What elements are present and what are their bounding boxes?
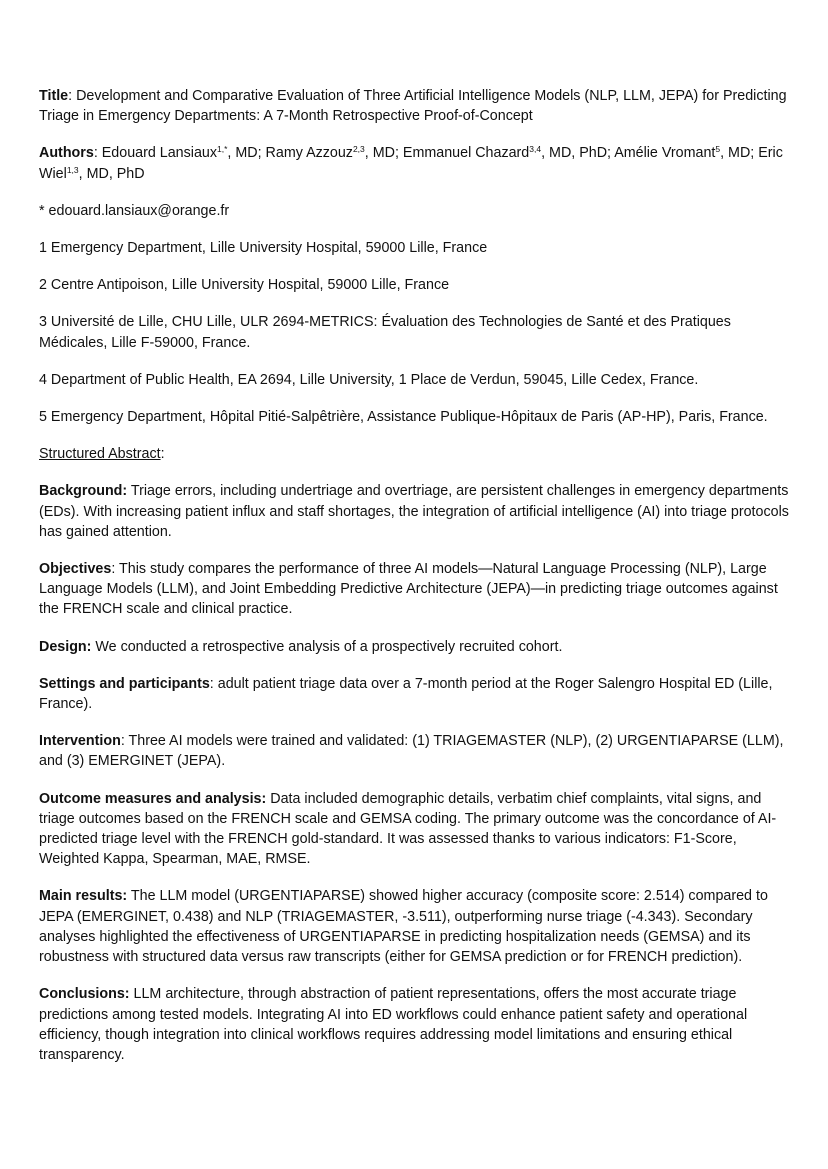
section-text: : adult patient triage data over a 7-month period at the Roger Salengro Hospital ED (Lille, France). xyxy=(39,675,773,713)
abstract-heading-text: Structured Abstract xyxy=(39,446,161,463)
section-text: : This study compares the performance of three AI models—Natural Language Processing (NLP), Large Language Models (LLM), and Joint Embedding Predictive Architecture (JEPA)—in predicting triage outcomes against the FRENCH scale and clinical practice. xyxy=(39,561,778,618)
section-label: Background: xyxy=(39,483,128,500)
paper-page xyxy=(39,86,791,1082)
section-text: The LLM model (URGENTIAPARSE) showed higher accuracy (composite score: 2.514) compared to JEPA (EMERGINET, 0.438) and NLP (TRIAGEMASTER, -3.511), outperforming nurse triage (-4.343). Secondary analyses highlighted the effectiveness of URGENTIAPARSE in predicting hospitalization needs (GEMSA) and its robustness with structured data versus raw transcripts (either for GEMSA prediction or for FRENCH prediction). xyxy=(39,888,768,966)
author-4-name: Amélie Vromant xyxy=(614,145,716,162)
section-label: Intervention xyxy=(39,733,121,750)
title-label: Title xyxy=(39,88,69,104)
author-2-affiliation: 2,3 xyxy=(352,144,365,155)
author-5-degree: , MD, PhD xyxy=(78,165,145,182)
abstract-objectives xyxy=(39,559,791,620)
abstract-heading-colon: : xyxy=(160,446,165,463)
abstract-conclusions xyxy=(39,984,791,1065)
section-label: Outcome measures and analysis: xyxy=(39,790,267,807)
author-3-affiliation: 3,4 xyxy=(529,144,542,155)
author-4-degree: , MD; xyxy=(720,145,759,162)
author-2-name: Ramy Azzouz xyxy=(265,145,353,162)
author-1-name: : Edouard Lansiaux xyxy=(93,145,218,162)
section-label: Settings and participants xyxy=(39,675,210,692)
abstract-intervention xyxy=(39,731,791,771)
abstract-design xyxy=(39,637,791,657)
affiliation-1: 1 Emergency Department, Lille University Hospital, 59000 Lille, France xyxy=(39,240,488,257)
abstract-settings xyxy=(39,674,791,714)
affiliation-5: 5 Emergency Department, Hôpital Pitié-Salpêtrière, Assistance Publique-Hôpitaux de Paris (AP-HP), Paris, France. xyxy=(39,409,768,426)
section-label: Objectives xyxy=(39,561,112,578)
contact-email: * edouard.lansiaux@orange.fr xyxy=(39,202,230,219)
section-label: Conclusions: xyxy=(39,986,130,1003)
abstract-heading xyxy=(39,444,791,464)
abstract-outcome-measures xyxy=(39,789,791,870)
author-3-name: Emmanuel Chazard xyxy=(402,145,530,162)
author-1-affiliation: 1,* xyxy=(217,144,228,155)
affiliation-2: 2 Centre Antipoison, Lille University Hospital, 59000 Lille, France xyxy=(39,277,450,294)
affiliation-3: 3 Université de Lille, CHU Lille, ULR 2694-METRICS: Évaluation des Technologies de Santé et des Pratiques Médicales, Lille F-59000, France. xyxy=(39,314,731,351)
section-text: We conducted a retrospective analysis of a prospectively recruited cohort. xyxy=(91,638,563,655)
authors-label: Authors xyxy=(39,145,94,162)
author-5-name: Eric Wiel xyxy=(39,145,783,182)
abstract-background xyxy=(39,481,791,542)
section-text: Data included demographic details, verbatim chief complaints, vital signs, and triage outcomes based on the FRENCH scale and GEMSA coding. The primary outcome was the concordance of AI-predicted triage level with the FRENCH gold-standard. It was assessed thanks to various indicators: F1-Score, Weighted Kappa, Spearman, MAE, RMSE. xyxy=(39,790,777,868)
abstract-main-results xyxy=(39,886,791,967)
author-1-degree: , MD; xyxy=(227,145,266,162)
section-text: Triage errors, including undertriage and overtriage, are persistent challenges in emergency departments (EDs). With increasing patient influx and staff shortages, the integration of artificial intelligence (AI) into triage protocols has gained attention. xyxy=(39,483,789,540)
author-2-degree: , MD; xyxy=(364,145,403,162)
section-label: Main results: xyxy=(39,888,128,905)
author-list xyxy=(39,143,791,183)
author-3-degree: , MD, PhD; xyxy=(541,145,615,162)
affiliation-4: 4 Department of Public Health, EA 2694, Lille University, 1 Place de Verdun, 59045, Lille Cedex, France. xyxy=(39,371,699,388)
author-4-affiliation: 5 xyxy=(715,144,721,155)
author-5-affiliation: 1,3 xyxy=(66,164,79,175)
section-label: Design: xyxy=(39,638,92,655)
section-text: LLM architecture, through abstraction of patient representations, offers the most accurate triage predictions among tested models. Integrating AI into ED workflows could enhance patient safety and operational efficiency, though integration into clinical workflows requires addressing model limitations and ensuring ethical transparency. xyxy=(39,986,748,1063)
title-text: : Development and Comparative Evaluation of Three Artificial Intelligence Models (NLP, LLM, JEPA) for Predicting Triage in Emergency Departments: A 7-Month Retrospective Proof-of-Concept xyxy=(39,88,787,125)
paper-title xyxy=(39,86,791,126)
section-text: : Three AI models were trained and validated: (1) TRIAGEMASTER (NLP), (2) URGENTIAPARSE (LLM), and (3) EMERGINET (JEPA). xyxy=(39,733,784,770)
